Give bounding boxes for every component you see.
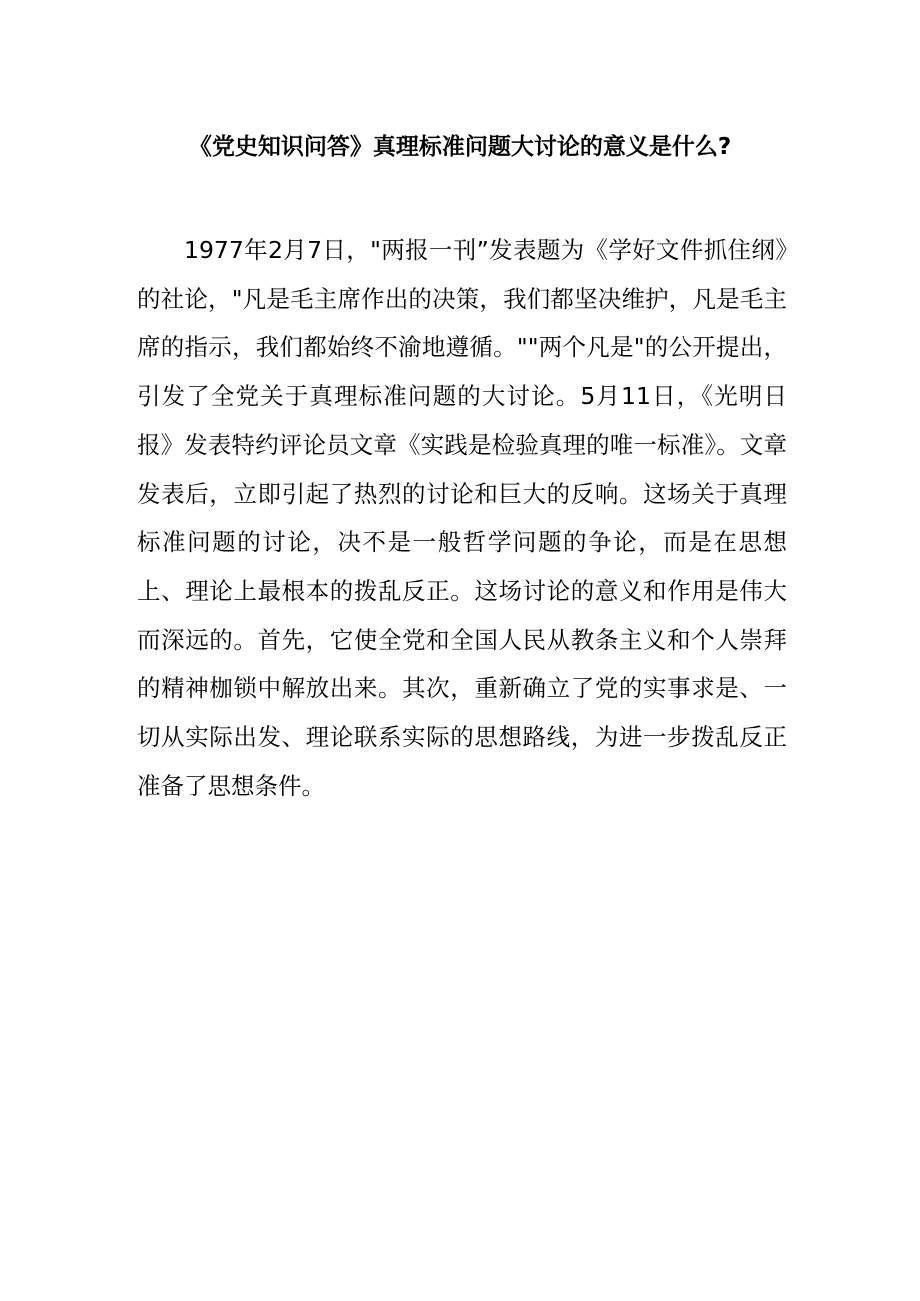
document-title: 《党史知识问答》真理标准问题大讨论的意义是什么? [188,134,732,160]
body-paragraph: 1977年2月7日，"两报一刊”发表题为《学好文件抓住纲》的社论，"凡是毛主席作出的决策，我们都坚决维护，凡是毛主席的指示，我们都始终不渝地遵循。""两个凡是"的公开提出，引发了全党关于真理标准问题的大讨论。5月11日，《光明日报》发表特约评论员文章《实践是检验真理的唯一标准》。文章发表后，立即引起了热烈的讨论和巨大的反响。这场关于真理标准问题的讨论，决不是一般哲学问题的争论，而是在思想上、理论上最根本的拨乱反正。这场讨论的意义和作用是伟大而深远的。首先，它使全党和全国人民从教条主义和个人崇拜的精神枷锁中解放出来。其次，重新确立了党的实事求是、一切从实际出发、理论联系实际的思想路线，为进一步拨乱反正准备了思想条件。 [137,236,787,800]
